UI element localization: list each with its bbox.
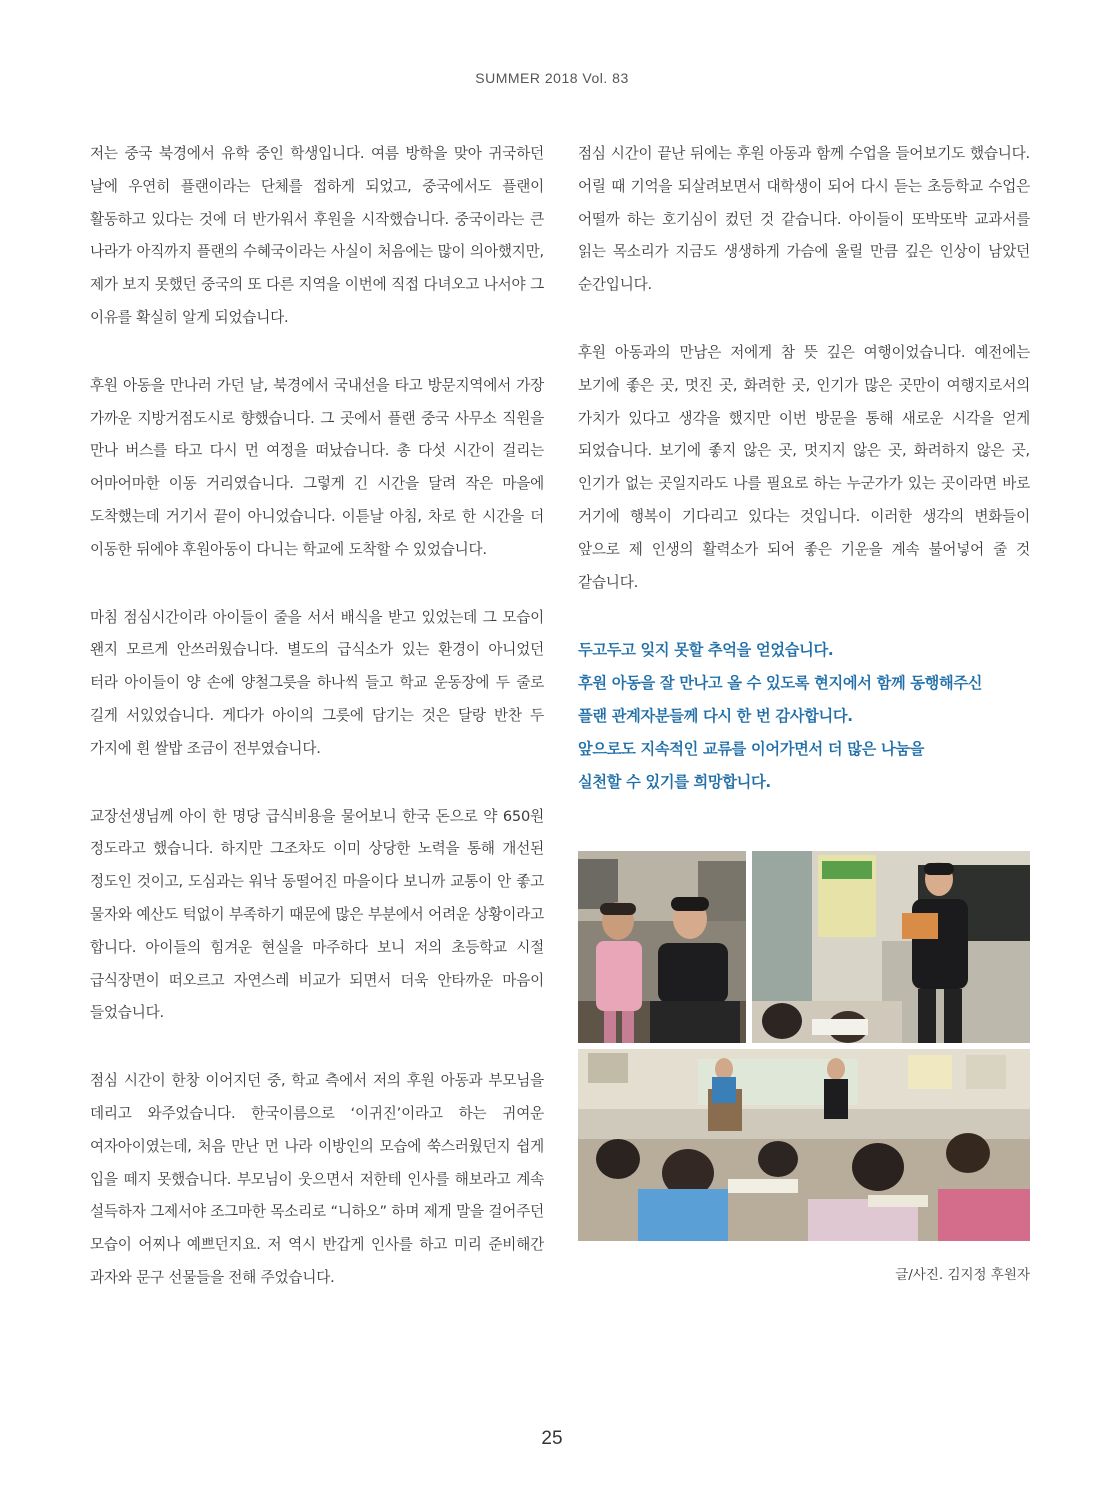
closing-line: 두고두고 잊지 못할 추억을 얻었습니다.: [578, 641, 834, 660]
closing-line: 후원 아동을 잘 만나고 올 수 있도록 현지에서 함께 동행해주신: [578, 674, 983, 693]
left-column: [90, 138, 544, 1330]
paragraph: 저는 중국 북경에서 유학 중인 학생입니다. 여름 방학을 맞아 귀국하던 날에 우연히 플랜이라는 단체를 접하게 되었고, 중국에서도 플랜이 활동하고 있다는 것에 더 반가워서 후원을 시작했습니다. 중국이라는 큰 나라가 아직까지 플랜의 수혜국이라는 사실이 처음에는 많이 의아했지만, 제가 보지 못했던 중국의 또 다른 지역을 이번에 직접 다녀오고 나서야 그 이유를 확실히 알게 되었습니다.: [90, 145, 544, 326]
paragraph: 마침 점심시간이라 아이들이 줄을 서서 배식을 받고 있었는데 그 모습이 왠지 모르게 안쓰러웠습니다. 별도의 급식소가 있는 환경이 아니었던 터라 아이들이 양 손에 양철그릇을 하나씩 들고 학교 운동장에 두 줄로 길게 서있었습니다. 게다가 아이의 그릇에 담기는 것은 달랑 반찬 두 가지에 흰 쌀밥 조금이 전부였습니다.: [90, 608, 544, 757]
closing-line: 실천할 수 있기를 희망합니다.: [578, 772, 771, 791]
photo-reading-textbook: [752, 851, 1030, 1043]
paragraph: 교장선생님께 아이 한 명당 급식비용을 물어보니 한국 돈으로 약 650원 정도라고 했습니다. 하지만 그조차도 이미 상당한 노력을 통해 개선된 정도인 것이고, 도심과는 워낙 동떨어진 마을이다 보니까 교통이 안 좋고 물자와 예산도 턱없이 부족하기 때문에 많은 부분에서 어려운 상황이라고 합니다. 아이들의 힘겨운 현실을 마주하다 보니 저의 초등학교 시절 급식장면이 떠오르고 자연스레 비교가 되면서 더욱 안타까운 마음이 들었습니다.: [90, 807, 544, 1022]
right-column: [578, 138, 1030, 798]
photo-collage: [578, 851, 1030, 1241]
paragraph: 후원 아동을 만나러 가던 날, 북경에서 국내선을 타고 방문지역에서 가장 가까운 지방거점도시로 향했습니다. 그 곳에서 플랜 중국 사무소 직원을 만나 버스를 타고 다시 먼 여정을 떠났습니다. 총 다섯 시간이 걸리는 어마어마한 이동 거리였습니다. 그렇게 긴 시간을 달려 작은 마을에 도착했는데 거기서 끝이 아니었습니다. 이튿날 아침, 차로 한 시간을 더 이동한 뒤에야 후원아동이 다니는 학교에 도착할 수 있었습니다.: [90, 376, 544, 558]
issue-header: SUMMER 2018 Vol. 83: [475, 70, 629, 86]
paragraph: 점심 시간이 끝난 뒤에는 후원 아동과 함께 수업을 들어보기도 했습니다. 어릴 때 기억을 되살려보면서 대학생이 되어 다시 듣는 초등학교 수업은 어떨까 하는 호기심이 컸던 것 같습니다. 아이들이 또박또박 교과서를 읽는 목소리가 지금도 생생하게 가슴에 울릴 만큼 깊은 인상이 남았던 순간입니다.: [578, 145, 1030, 294]
paragraph: 점심 시간이 한창 이어지던 중, 학교 측에서 저의 후원 아동과 부모님을 데리고 와주었습니다. 한국이름으로 ‘이귀진’이라고 하는 귀여운 여자아이였는데, 처음 만난 먼 나라 이방인의 모습에 쑥스러웠던지 쉽게 입을 떼지 못했습니다. 부모님이 웃으면서 저한테 인사를 해보라고 계속 설득하자 그제서야 조그마한 목소리로 “니하오” 하며 제게 말을 걸어주던 모습이 어찌나 예쁘던지요. 저 역시 반갑게 인사를 하고 미리 준비해간 과자와 문구 선물들을 전해 주었습니다.: [90, 1072, 544, 1286]
photo-classroom: [578, 1049, 1030, 1241]
closing-line: 앞으로도 지속적인 교류를 이어가면서 더 많은 나눔을: [578, 739, 925, 758]
closing-line: 플랜 관계자분들께 다시 한 번 감사합니다.: [578, 706, 853, 725]
page-number: 25: [541, 1428, 563, 1449]
closing-message: [578, 634, 1030, 798]
photo-child-and-sponsor: [578, 851, 746, 1043]
photo-credit: 글/사진. 김지정 후원자: [895, 1267, 1030, 1283]
paragraph: 후원 아동과의 만남은 저에게 참 뜻 깊은 여행이었습니다. 예전에는 보기에 좋은 곳, 멋진 곳, 화려한 곳, 인기가 많은 곳만이 여행지로서의 가치가 있다고 생각을 했지만 이번 방문을 통해 새로운 시각을 얻게 되었습니다. 보기에 좋지 않은 곳, 멋지지 않은 곳, 화려하지 않은 곳, 인기가 없는 곳일지라도 나를 필요로 하는 누군가가 있는 곳이라면 바로 거기에 행복이 기다리고 있다는 것입니다. 이러한 생각의 변화들이 앞으로 제 인생의 활력소가 되어 좋은 기운을 계속 불어넣어 줄 것 같습니다.: [578, 343, 1030, 591]
